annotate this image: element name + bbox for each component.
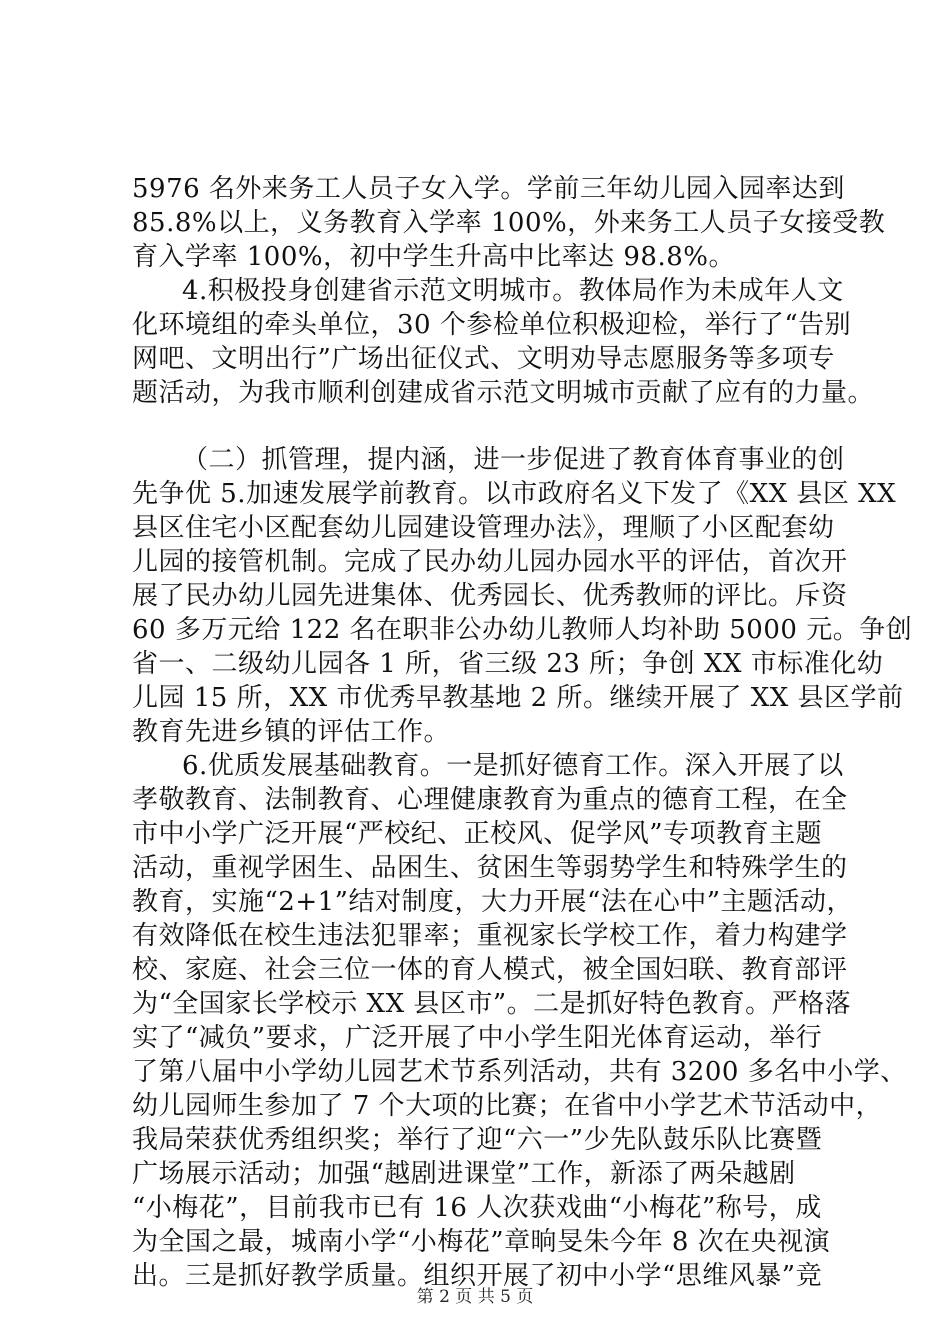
paragraph-start-line: 6.优质发展基础教育。一是抓好德育工作。深入开展了以 [182,751,844,781]
paragraph-start-line: 4.积极投身创建省示范文明城市。教体局作为未成年人文 [182,276,844,306]
text-line: 广场展示活动；加强“越剧进课堂”工作，新添了两朵越剧 [132,1159,796,1189]
text-line: 为全国之最，城南小学“小梅花”章晌旻朱今年 8 次在央视演 [132,1227,831,1257]
text-line: 教育先进乡镇的评估工作。 [132,717,451,747]
text-line: 校、家庭、社会三位一体的育人模式，被全国妇联、教育部评 [132,955,848,985]
text-line: 出。三是抓好教学质量。组织开展了初中小学“思维风暴”竞 [132,1261,823,1291]
text-line: 活动，重视学困生、品困生、贫困生等弱势学生和特殊学生的 [132,853,848,883]
section-heading-line: （二）抓管理，提内涵，进一步促进了教育体育事业的创 [182,445,845,475]
text-line: 县区住宅小区配套幼儿园建设管理办法》，理顺了小区配套幼 [132,513,835,543]
text-line: 幼儿园师生参加了 7 个大项的比赛；在省中小学艺术节活动中， [132,1091,883,1121]
text-line: 孝敬教育、法制教育、心理健康教育为重点的德育工程，在全 [132,785,848,815]
text-line: 教育，实施“2+1”结对制度，大力开展“法在心中”主题活动， [132,887,854,917]
page-number-footer: 第 2 页 共 5 页 [416,1287,534,1307]
text-line: 展了民办幼儿园先进集体、优秀园长、优秀教师的评比。斥资 [132,581,848,611]
text-line: 网吧、文明出行”广场出征仪式、文明劝导志愿服务等多项专 [132,344,835,374]
text-line: 5976 名外来务工人员子女入学。学前三年幼儿园入园率达到 [132,174,845,204]
text-line: 85.8%以上，义务教育入学率 100%，外来务工人员子女接受教 [132,208,886,238]
text-line: 化环境组的牵头单位，30 个参检单位积极迎检，举行了“告别 [132,310,852,340]
text-line: 为“全国家长学校示 XX 县区市”。二是抓好特色教育。严格落 [132,989,852,1019]
text-line: 先争优 5.加速发展学前教育。以市政府名义下发了《XX 县区 XX [132,479,897,509]
text-line: 实了“减负”要求，广泛开展了中小学生阳光体育运动，举行 [132,1023,823,1053]
text-line: 题活动，为我市顺利创建成省示范文明城市贡献了应有的力量。 [132,378,875,408]
text-line: 儿园的接管机制。完成了民办幼儿园办园水平的评估，首次开 [132,547,848,577]
text-line: 儿园 15 所，XX 市优秀早教基地 2 所。继续开展了 XX 县区学前 [132,683,904,713]
text-line: 我局荣获优秀组织奖；举行了迎“六一”少先队鼓乐队比赛暨 [132,1125,823,1155]
text-line: 育入学率 100%，初中学生升高中比率达 98.8%。 [132,242,735,272]
text-line: 60 多万元给 122 名在职非公办幼儿教师人均补助 5000 元。争创 [132,615,913,645]
text-line: 省一、二级幼儿园各 1 所，省三级 23 所；争创 XX 市标准化幼 [132,649,884,679]
text-line: 市中小学广泛开展“严校纪、正校风、促学风”专项教育主题 [132,819,823,849]
text-line: 了第八届中小学幼儿园艺术节系列活动，共有 3200 多名中小学、 [132,1057,907,1087]
text-line: 有效降低在校生违法犯罪率；重视家长学校工作，着力构建学 [132,921,848,951]
text-line: “小梅花”，目前我市已有 16 人次获戏曲“小梅花”称号，成 [132,1193,822,1223]
